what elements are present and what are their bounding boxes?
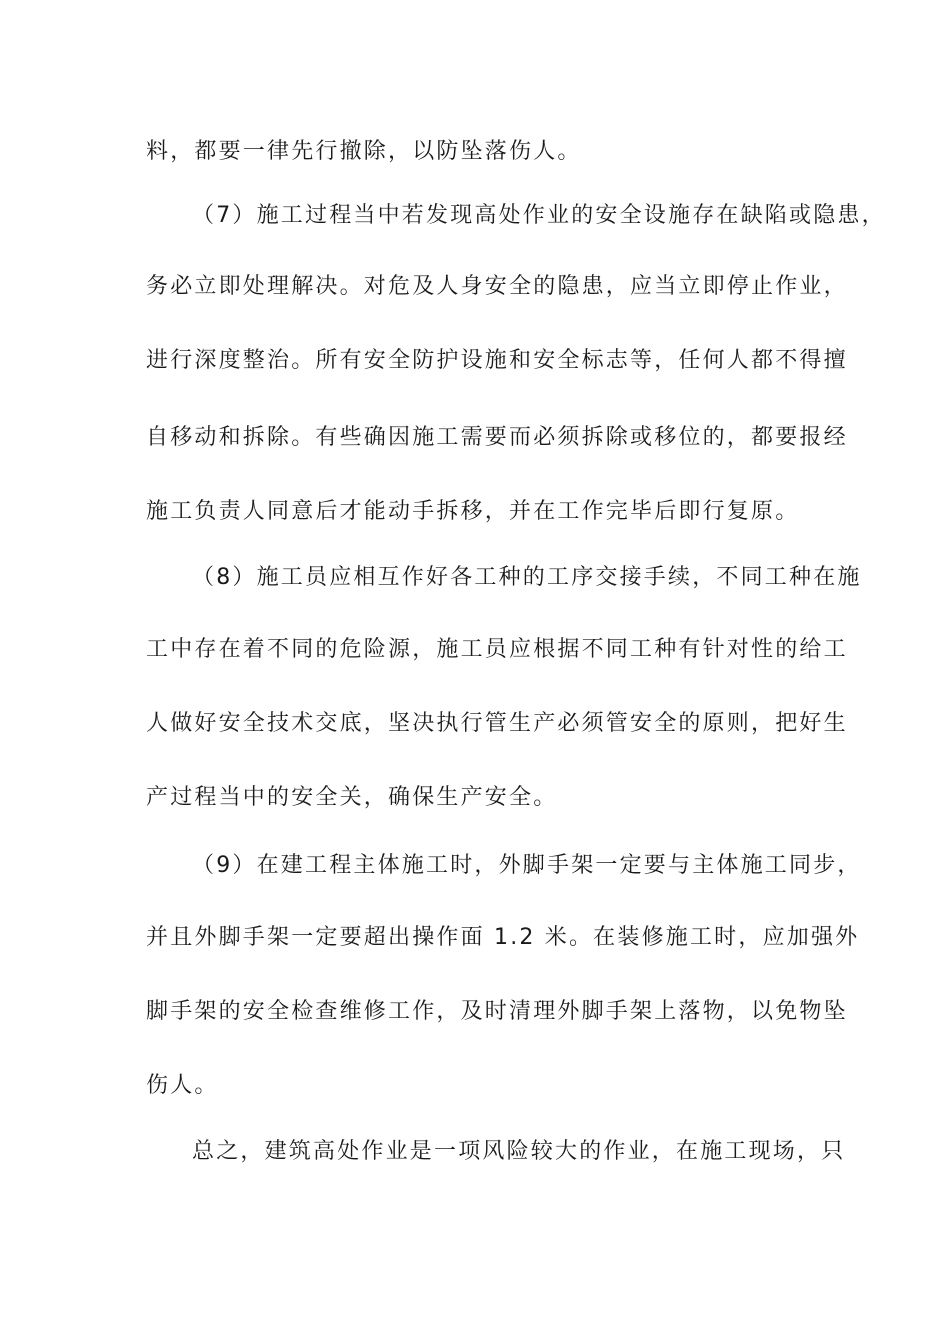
text-line: 进行深度整治。所有安全防护设施和安全标志等，任何人都不得擅 — [146, 348, 848, 373]
text-line: 自移动和拆除。有些确因施工需要而必须拆除或移位的，都要报经 — [146, 425, 848, 450]
text-line: 总之，建筑高处作业是一项风险较大的作业，在施工现场，只 — [192, 1139, 846, 1164]
text-line: 料，都要一律先行撤除，以防坠落伤人。 — [146, 139, 582, 164]
text-line: 产过程当中的安全关，确保生产安全。 — [146, 785, 558, 810]
text-line: （8）施工员应相互作好各工种的工序交接手续，不同工种在施 — [192, 565, 862, 590]
text-line: （7）施工过程当中若发现高处作业的安全设施存在缺陷或隐患， — [192, 203, 886, 228]
text-line: 并且外脚手架一定要超出操作面 1.2 米。在装修施工时，应加强外 — [146, 925, 860, 950]
text-line: 务必立即处理解决。对危及人身安全的隐患，应当立即停止作业， — [146, 274, 848, 299]
text-line: 伤人。 — [146, 1073, 219, 1098]
text-line: 工中存在着不同的危险源，施工员应根据不同工种有针对性的给工 — [146, 637, 848, 662]
text-line: 脚手架的安全检查维修工作，及时清理外脚手架上落物，以免物坠 — [146, 999, 848, 1024]
text-line: （9）在建工程主体施工时，外脚手架一定要与主体施工同步， — [192, 853, 862, 878]
text-line: 人做好安全技术交底，坚决执行管生产必须管安全的原则，把好生 — [146, 711, 848, 736]
text-line: 施工负责人同意后才能动手拆移，并在工作完毕后即行复原。 — [146, 499, 800, 524]
